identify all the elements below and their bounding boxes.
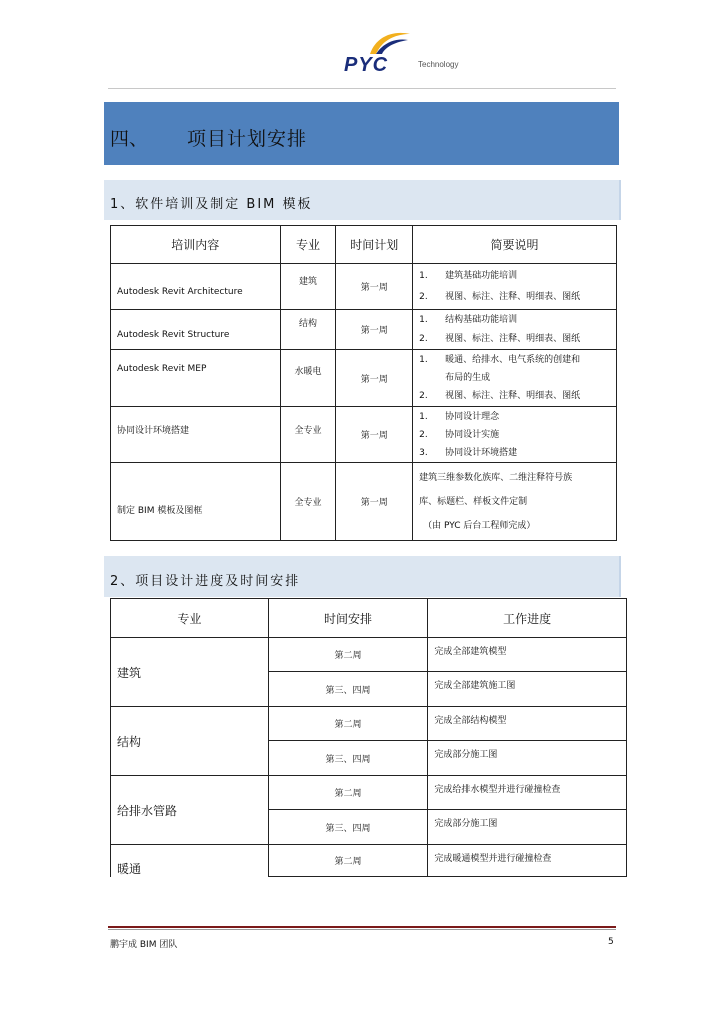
training-major: 全专业 [280,407,336,463]
col-header-major: 专业 [280,226,336,264]
table-row [111,638,627,672]
table-row [111,264,617,310]
schedule-major: 结构 [111,707,269,776]
training-content: Autodesk Revit MEP [111,350,281,407]
training-major: 全专业 [280,463,336,541]
footer-team: 鹏宇成 BIM 团队 [110,940,178,950]
footer-rule [108,926,616,928]
logo-subtitle: Technology [418,60,459,69]
training-time: 第一周 [336,350,413,407]
col-header-progress: 工作进度 [428,599,627,638]
training-notes: 1. 协同设计理念 2. 协同设计实施 3. 协同设计环境搭建 [413,407,617,463]
schedule-progress: 完成给排水模型并进行碰撞检查 [428,776,627,810]
training-notes: 1. 暖通、给排水、电气系统的创建和 布局的生成 2. 视图、标注、注释、明细表、图纸 [413,350,617,407]
training-major: 水暖电 [280,350,336,407]
section-title: 项目计划安排 [187,128,308,150]
section-number: 四、 [110,128,149,150]
table-row [111,350,617,407]
table-row [111,845,627,877]
col-header-schedule: 时间安排 [268,599,428,638]
training-content: 协同设计环境搭建 [111,407,281,463]
schedule-major: 建筑 [111,638,269,707]
schedule-major: 给排水管路 [111,776,269,845]
training-time: 第一周 [336,310,413,350]
training-notes: 1. 结构基础功能培训 2. 视图、标注、注释、明细表、图纸 [413,310,617,350]
schedule-time: 第二周 [268,638,428,672]
schedule-progress: 完成全部建筑施工图 [428,672,627,707]
training-time: 第一周 [336,463,413,541]
schedule-time: 第二周 [268,776,428,810]
schedule-table [110,598,627,877]
col-header-major: 专业 [111,599,269,638]
section-banner [104,102,619,165]
col-header-notes: 简要说明 [413,226,617,264]
table-row [111,310,617,350]
page-number: 5 [608,937,614,947]
header-rule [108,88,616,89]
footer-rule-thin [108,929,616,930]
schedule-time: 第二周 [268,845,428,877]
training-content: Autodesk Revit Structure [111,310,281,350]
table-row [111,776,627,810]
table-row [111,463,617,541]
schedule-time: 第三、四周 [268,810,428,845]
col-header-content: 培训内容 [111,226,281,264]
schedule-progress: 完成全部建筑模型 [428,638,627,672]
col-header-time: 时间计划 [336,226,413,264]
training-major: 结构 [280,310,336,350]
table-row [111,707,627,741]
subsection-2-title: 2、项目设计进度及时间安排 [110,574,301,589]
training-content: Autodesk Revit Architecture [111,264,281,310]
schedule-progress: 完成部分施工图 [428,810,627,845]
schedule-progress: 完成暖通模型并进行碰撞检查 [428,845,627,877]
schedule-time: 第二周 [268,707,428,741]
schedule-time: 第三、四周 [268,741,428,776]
table-row [111,407,617,463]
training-table [110,225,617,541]
schedule-header-row [111,599,627,638]
schedule-major: 暖通 [111,845,269,877]
training-time: 第一周 [336,264,413,310]
training-time: 第一周 [336,407,413,463]
training-major: 建筑 [280,264,336,310]
training-content: 制定 BIM 模板及图框 [111,463,281,541]
training-notes: 建筑三维参数化族库、二维注释符号族 库、标题栏、样板文件定制 （由 PYC 后台工程师完成） [413,463,617,541]
schedule-progress: 完成全部结构模型 [428,707,627,741]
schedule-progress: 完成部分施工图 [428,741,627,776]
subsection-1-title: 1、软件培训及制定 BIM 模板 [110,197,313,212]
training-notes: 1. 建筑基础功能培训 2. 视图、标注、注释、明细表、图纸 [413,264,617,310]
schedule-time: 第三、四周 [268,672,428,707]
training-header-row [111,226,617,264]
logo-wordmark: PYC [344,54,389,76]
